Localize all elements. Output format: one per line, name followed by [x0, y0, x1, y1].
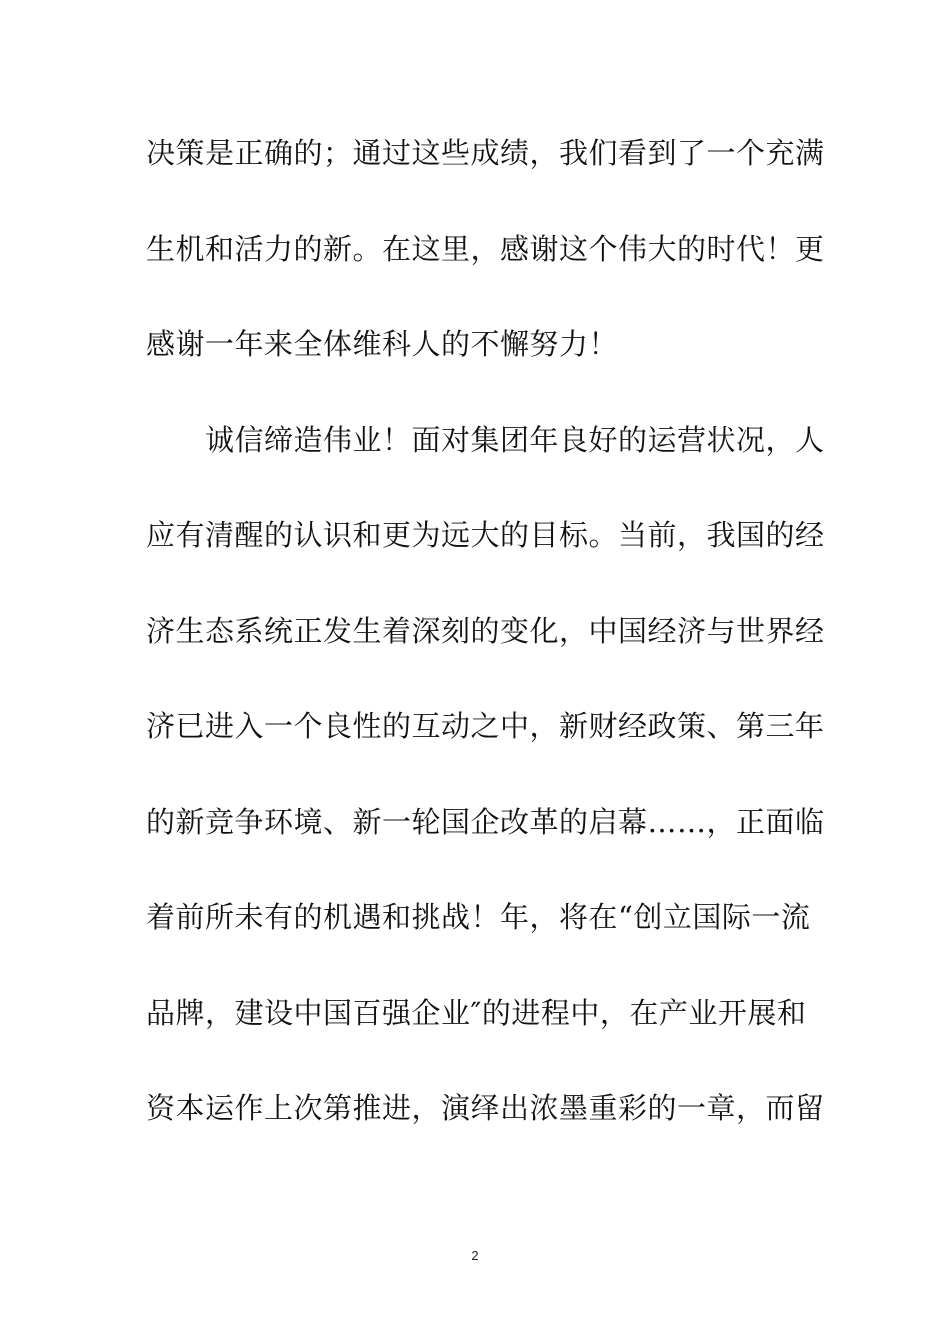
text-line-8: 的新竞争环境、新一轮国企改革的启幕……，正面临: [146, 804, 825, 839]
document-body: [146, 124, 825, 1175]
text-line-3: 感谢一年来全体维科人的不懈努力！: [146, 327, 619, 361]
text-line-9: 着前所未有的机遇和挑战！年，将在“创立国际一流: [146, 900, 811, 934]
text-line-11: 资本运作上次第推进，演绎出浓墨重彩的一章，而留: [146, 1091, 825, 1125]
text-line-6: 济生态系统正发生着深刻的变化，中国经济与世界经: [146, 613, 825, 648]
page-number: 2: [471, 1248, 479, 1263]
text-line-4: 诚信缔造伟业！面对集团年良好的运营状况，人: [146, 422, 825, 457]
text-line-5: 应有清醒的认识和更为远大的目标。当前，我国的经: [146, 518, 825, 552]
text-line-7: 济已进入一个良性的互动之中，新财经政策、第三年: [146, 709, 825, 743]
text-line-2: 生机和活力的新。在这里，感谢这个伟大的时代！更: [146, 231, 825, 266]
text-line-10: 品牌，建设中国百强企业″的进程中，在产业开展和: [146, 995, 807, 1030]
text-line-1: 决策是正确的；通过这些成绩，我们看到了一个充满: [146, 136, 825, 170]
